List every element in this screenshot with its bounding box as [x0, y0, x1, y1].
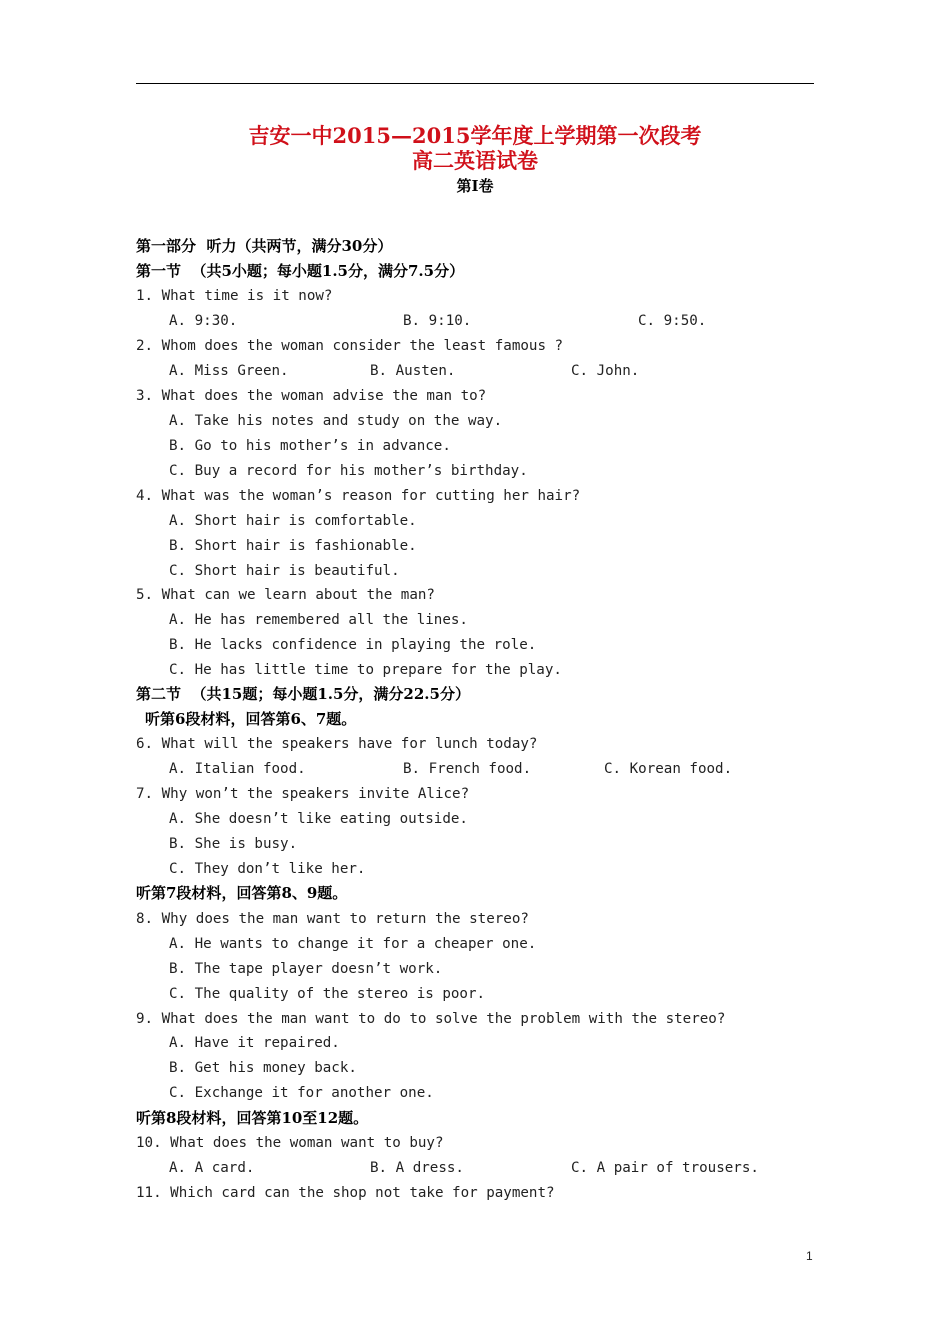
option-c: C. John.	[571, 363, 640, 379]
option-a: A. Short hair is comfortable.	[169, 513, 417, 529]
option-b: B. A dress.	[370, 1160, 464, 1176]
option-a: A. A card.	[169, 1160, 255, 1176]
option-b: B. He lacks confidence in playing the role.	[169, 637, 537, 653]
part-heading: 第一部分 听力（共两节，满分30分）	[136, 237, 393, 255]
section2-heading: 第二节 （共15题；每小题1.5分，满分22.5分）	[136, 685, 470, 703]
option-c: C. A pair of trousers.	[571, 1160, 759, 1176]
option-a: A. Take his notes and study on the way.	[169, 413, 503, 429]
option-a: A. 9:30.	[169, 313, 238, 329]
option-a: A. She doesn’t like eating outside.	[169, 811, 468, 827]
option-a: A. He has remembered all the lines.	[169, 612, 468, 628]
option-b: B. Get his money back.	[169, 1060, 357, 1076]
option-a: A. He wants to change it for a cheaper one.	[169, 936, 537, 952]
option-a: A. Have it repaired.	[169, 1035, 340, 1051]
page-number: 1	[806, 1249, 813, 1263]
material-instruction: 听第8段材料，回答第10至12题。	[136, 1109, 369, 1127]
question-stem: 9. What does the man want to do to solve the problem with the stereo?	[136, 1011, 726, 1027]
section1-heading: 第一节 （共5小题；每小题1.5分，满分7.5分）	[136, 262, 465, 280]
volume-label: 第I卷	[456, 177, 494, 195]
option-b: B. She is busy.	[169, 836, 298, 852]
option-a: A. Italian food.	[169, 761, 306, 777]
option-b: B. The tape player doesn’t work.	[169, 961, 443, 977]
header-rule	[136, 83, 814, 84]
question-stem: 4. What was the woman’s reason for cutting her hair?	[136, 488, 581, 504]
option-c: C. 9:50.	[638, 313, 707, 329]
option-b: B. Austen.	[370, 363, 456, 379]
exam-title: 吉安一中2015—2015学年度上学期第一次段考	[248, 123, 702, 148]
option-b: B. 9:10.	[403, 313, 472, 329]
option-c: C. He has little time to prepare for the play.	[169, 662, 562, 678]
option-b: B. Short hair is fashionable.	[169, 538, 417, 554]
material-instruction: 听第6段材料，回答第6、7题。	[145, 710, 357, 728]
option-c: C. Exchange it for another one.	[169, 1085, 434, 1101]
question-stem: 3. What does the woman advise the man to?	[136, 388, 487, 404]
material-instruction: 听第7段材料，回答第8、9题。	[136, 884, 348, 902]
question-stem: 5. What can we learn about the man?	[136, 587, 435, 603]
option-c: C. Korean food.	[604, 761, 733, 777]
question-stem: 6. What will the speakers have for lunch today?	[136, 736, 538, 752]
option-c: C. Short hair is beautiful.	[169, 563, 400, 579]
exam-subtitle: 高二英语试卷	[412, 148, 538, 173]
option-c: C. The quality of the stereo is poor.	[169, 986, 486, 1002]
option-c: C. They don’t like her.	[169, 861, 366, 877]
question-stem: 11. Which card can the shop not take for payment?	[136, 1185, 555, 1201]
question-stem: 2. Whom does the woman consider the least famous ?	[136, 338, 564, 354]
question-stem: 8. Why does the man want to return the stereo?	[136, 911, 529, 927]
question-stem: 1. What time is it now?	[136, 288, 333, 304]
option-b: B. French food.	[403, 761, 532, 777]
option-c: C. Buy a record for his mother’s birthday.	[169, 463, 528, 479]
option-a: A. Miss Green.	[169, 363, 289, 379]
question-stem: 10. What does the woman want to buy?	[136, 1135, 444, 1151]
option-b: B. Go to his mother’s in advance.	[169, 438, 451, 454]
question-stem: 7. Why won’t the speakers invite Alice?	[136, 786, 470, 802]
